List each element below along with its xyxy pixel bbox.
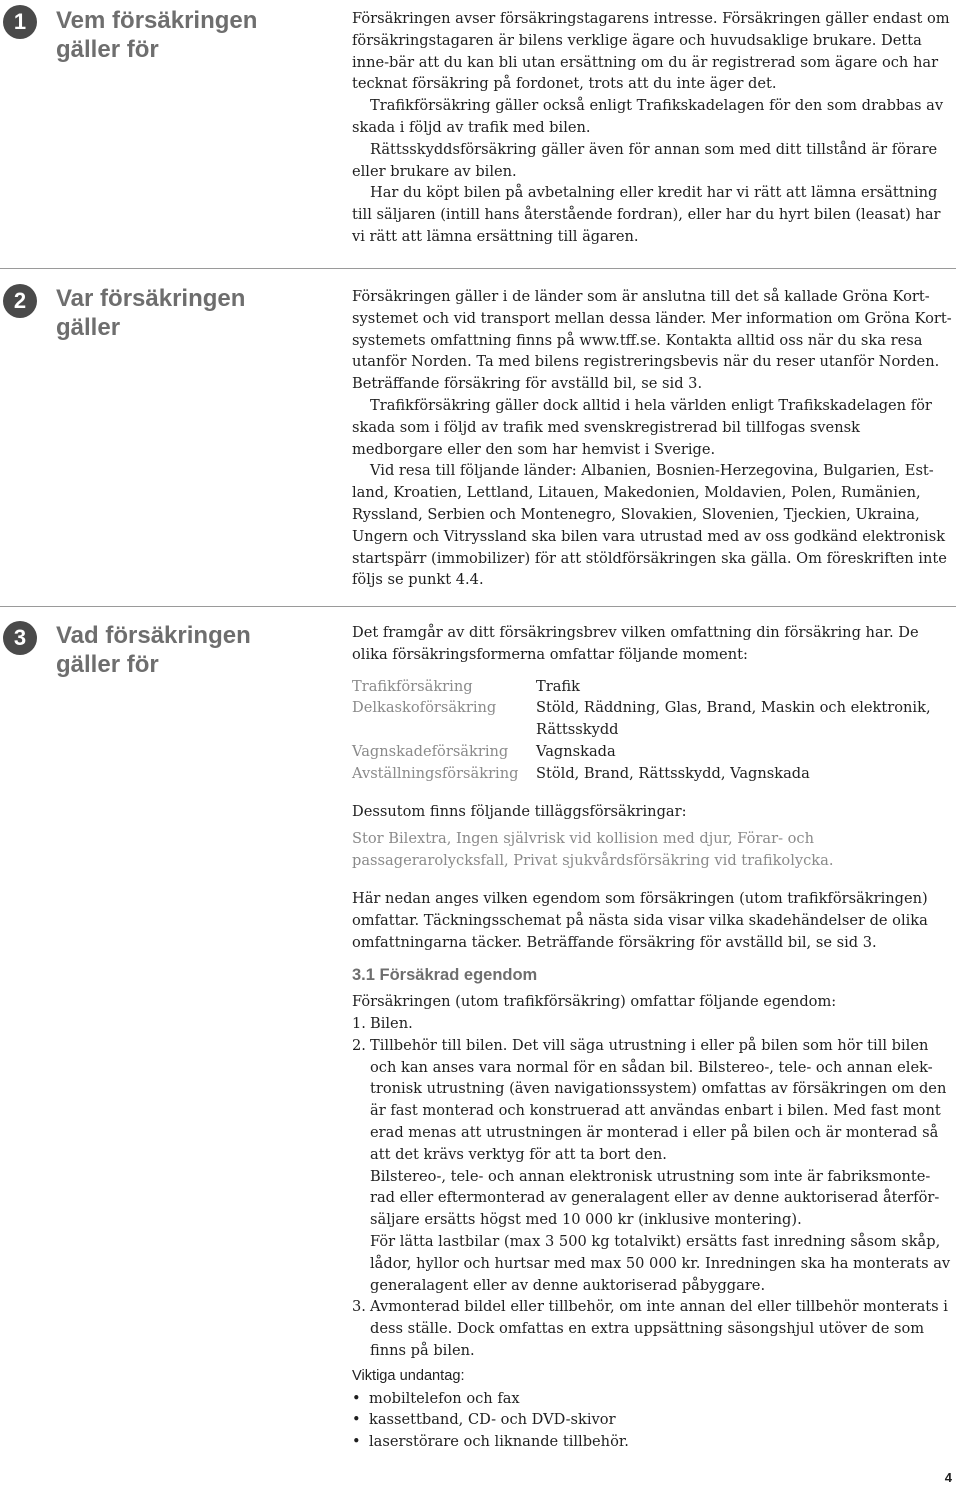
subsection-intro: Försäkringen (utom trafikförsäkring) omfattar följande egendom: bbox=[352, 993, 837, 1011]
coverage-intro: Det framgår av ditt försäkringsbrev vilken omfattning din försäkring har. De olika försäkringsformerna omfattar följande moment: bbox=[352, 624, 919, 663]
list-item bbox=[352, 1296, 954, 1361]
coverage-row bbox=[352, 763, 954, 785]
section-heading: Vem försäkringen gäller för bbox=[56, 7, 258, 63]
list-text: Bilstereo-, tele- och annan elektronisk utrustning som inte är fabriksmonte-rad eller eftermonterad av generalagent eller av denne auktoriserad återför-säljare ersätts högst med 10 000 kr (inklusive montering). bbox=[370, 1167, 940, 1229]
list-text: laserstörare och liknande tillbehör. bbox=[369, 1433, 629, 1451]
list-text: Avmonterad bildel eller tillbehör, om inte annan del eller tillbehör monterats i dess ställe. Dock omfattas en extra uppsättning säsongshjul utöver de som finns på bilen. bbox=[370, 1298, 948, 1359]
paragraph: Försäkringen gäller i de länder som är anslutna till det så kallade Gröna Kort-systemet och vid transport mellan dessa länder. Mer information om Gröna Kort-systemets omfattning finns på www.tff.se. Kontakta alltid oss när du ska resa utanför Norden. Ta med bilens registreringsbevis när du reser utanför Norden. Beträffande försäkring för avställd bil, se sid 3. bbox=[352, 288, 952, 393]
coverage-name: Avställningsförsäkring bbox=[352, 764, 519, 782]
page-number: 4 bbox=[944, 1470, 952, 1485]
list-item bbox=[352, 1388, 954, 1410]
section-body bbox=[352, 8, 954, 248]
list-text: Bilen. bbox=[370, 1014, 413, 1032]
paragraph: Trafikförsäkring gäller också enligt Trafikskadelagen för den som drabbas av skada i följd av trafik med bilen. bbox=[352, 97, 944, 136]
supplement-intro: Dessutom finns följande tilläggsförsäkringar: bbox=[352, 802, 687, 820]
paragraph: Rättsskyddsförsäkring gäller även för annan som med ditt tillstånd är förare eller brukare av bilen. bbox=[352, 140, 938, 180]
section-number-badge: 2 bbox=[3, 284, 37, 318]
list-item bbox=[352, 1409, 954, 1431]
exceptions-list bbox=[352, 1388, 954, 1453]
property-list bbox=[352, 1013, 954, 1362]
section-body bbox=[352, 622, 954, 1453]
paragraph: Har du köpt bilen på avbetalning eller kredit har vi rätt att lämna ersättning till säljaren (intill hans återstående fordran), eller har du hyrt bilen (leasat) har vi rätt att lämna ersättning till ägaren. bbox=[352, 184, 941, 245]
bullet-icon: • bbox=[352, 1433, 361, 1451]
list-item bbox=[352, 1035, 954, 1297]
coverage-row bbox=[352, 741, 954, 763]
section-heading: Var försäkringen gäller bbox=[56, 285, 246, 341]
coverage-row bbox=[352, 676, 954, 698]
coverage-table bbox=[352, 676, 954, 785]
coverage-moment: Stöld, Räddning, Glas, Brand, Maskin och elektronik, Rättsskydd bbox=[536, 699, 931, 739]
section-heading: Vad försäkringen gäller för bbox=[56, 622, 251, 678]
coverage-moment: Trafik bbox=[536, 677, 580, 695]
coverage-name: Vagnskadeförsäkring bbox=[352, 742, 509, 760]
bullet-icon: • bbox=[352, 1389, 361, 1407]
coverage-moment: Stöld, Brand, Rättsskydd, Vagnskada bbox=[536, 764, 810, 782]
paragraph: Vid resa till följande länder: Albanien, Bosnien-Herzegovina, Bulgarien, Est-land, Kroatien, Lettland, Litauen, Makedonien, Moldavien, Polen, Rumänien, Ryssland, Serbien och Montenegro, Slovakien, Slovenien, Tjeckien, Ukraina, Ungern och Vitryssland ska bilen vara utrustad med av oss godkänd elektronisk startspärr (immobilizer) för att stöldförsäkringen ska gälla. Om föreskriften inte följs se punkt 4.4. bbox=[352, 462, 947, 589]
coverage-row bbox=[352, 697, 954, 741]
section-number-badge: 1 bbox=[3, 5, 37, 39]
section-divider bbox=[0, 268, 956, 269]
list-text: Tillbehör till bilen. Det vill säga utrustning i eller på bilen som hör till bilen och kan anses vara normal för en sådan bil. Bilstereo-, tele- och annan elek-tronisk utrustning (även navigationssystem) omfattas av försäkringen om den är fast monterad och konstruerad att användas enbart i bilen. Med fast mont erad menas att utrustningen är monterad i eller på bilen och är monterad så att det krävs verktyg för att ta bort den. bbox=[370, 1036, 947, 1163]
section-number-badge: 3 bbox=[3, 621, 37, 655]
paragraph: Trafikförsäkring gäller dock alltid i hela världen enligt Trafikskadelagen för skada som i följd av trafik med svenskregistrerad bil tillfogas svensk medborgare eller den som har hemvist i Sverige. bbox=[352, 396, 932, 458]
list-text: mobiltelefon och fax bbox=[369, 1389, 520, 1407]
coverage-moment: Vagnskada bbox=[536, 742, 616, 760]
subsection-title: 3.1 Försäkrad egendom bbox=[352, 966, 538, 985]
list-number: 3. bbox=[352, 1298, 366, 1316]
list-text: kassettband, CD- och DVD-skivor bbox=[369, 1411, 616, 1429]
list-item bbox=[352, 1431, 954, 1453]
list-number: 2. bbox=[352, 1036, 366, 1054]
coverage-name: Trafikförsäkring bbox=[352, 677, 473, 695]
section-divider bbox=[0, 606, 956, 607]
exceptions-title: Viktiga undantag: bbox=[352, 1367, 465, 1384]
section-body bbox=[352, 286, 954, 591]
paragraph: Försäkringen avser försäkringstagarens intresse. Försäkringen gäller endast om försäkringstagaren är bilens verklige ägare och huvudsaklige brukare. Detta inne-bär att du kan bli utan ersättning om du är registrerad som ägare och har tecknat försäkring på fordonet, trots att du inte äger det. bbox=[352, 10, 950, 93]
list-number: 1. bbox=[352, 1014, 366, 1032]
list-text: För lätta lastbilar (max 3 500 kg totalvikt) ersätts fast inredning såsom skåp, lådor, hyllor och hurtsar med max 50 000 kr. Inredningen ska ha monterats av generalagent eller av denne auktoriserad påbyggare. bbox=[370, 1232, 951, 1294]
list-item bbox=[352, 1013, 954, 1035]
property-intro: Här nedan anges vilken egendom som försäkringen (utom trafikförsäkringen) omfattar. Täckningsschemat på nästa sida visar vilka skadehändelser de olika omfattningarna täcker. Beträffande försäkring för avställd bil, se sid 3. bbox=[352, 889, 928, 951]
bullet-icon: • bbox=[352, 1411, 361, 1429]
supplement-list: Stor Bilextra, Ingen självrisk vid kollision med djur, Förar- och passagerarolycksfall, Privat sjukvårdsförsäkring vid trafikolycka. bbox=[352, 830, 834, 870]
coverage-name: Delkaskoförsäkring bbox=[352, 699, 497, 717]
